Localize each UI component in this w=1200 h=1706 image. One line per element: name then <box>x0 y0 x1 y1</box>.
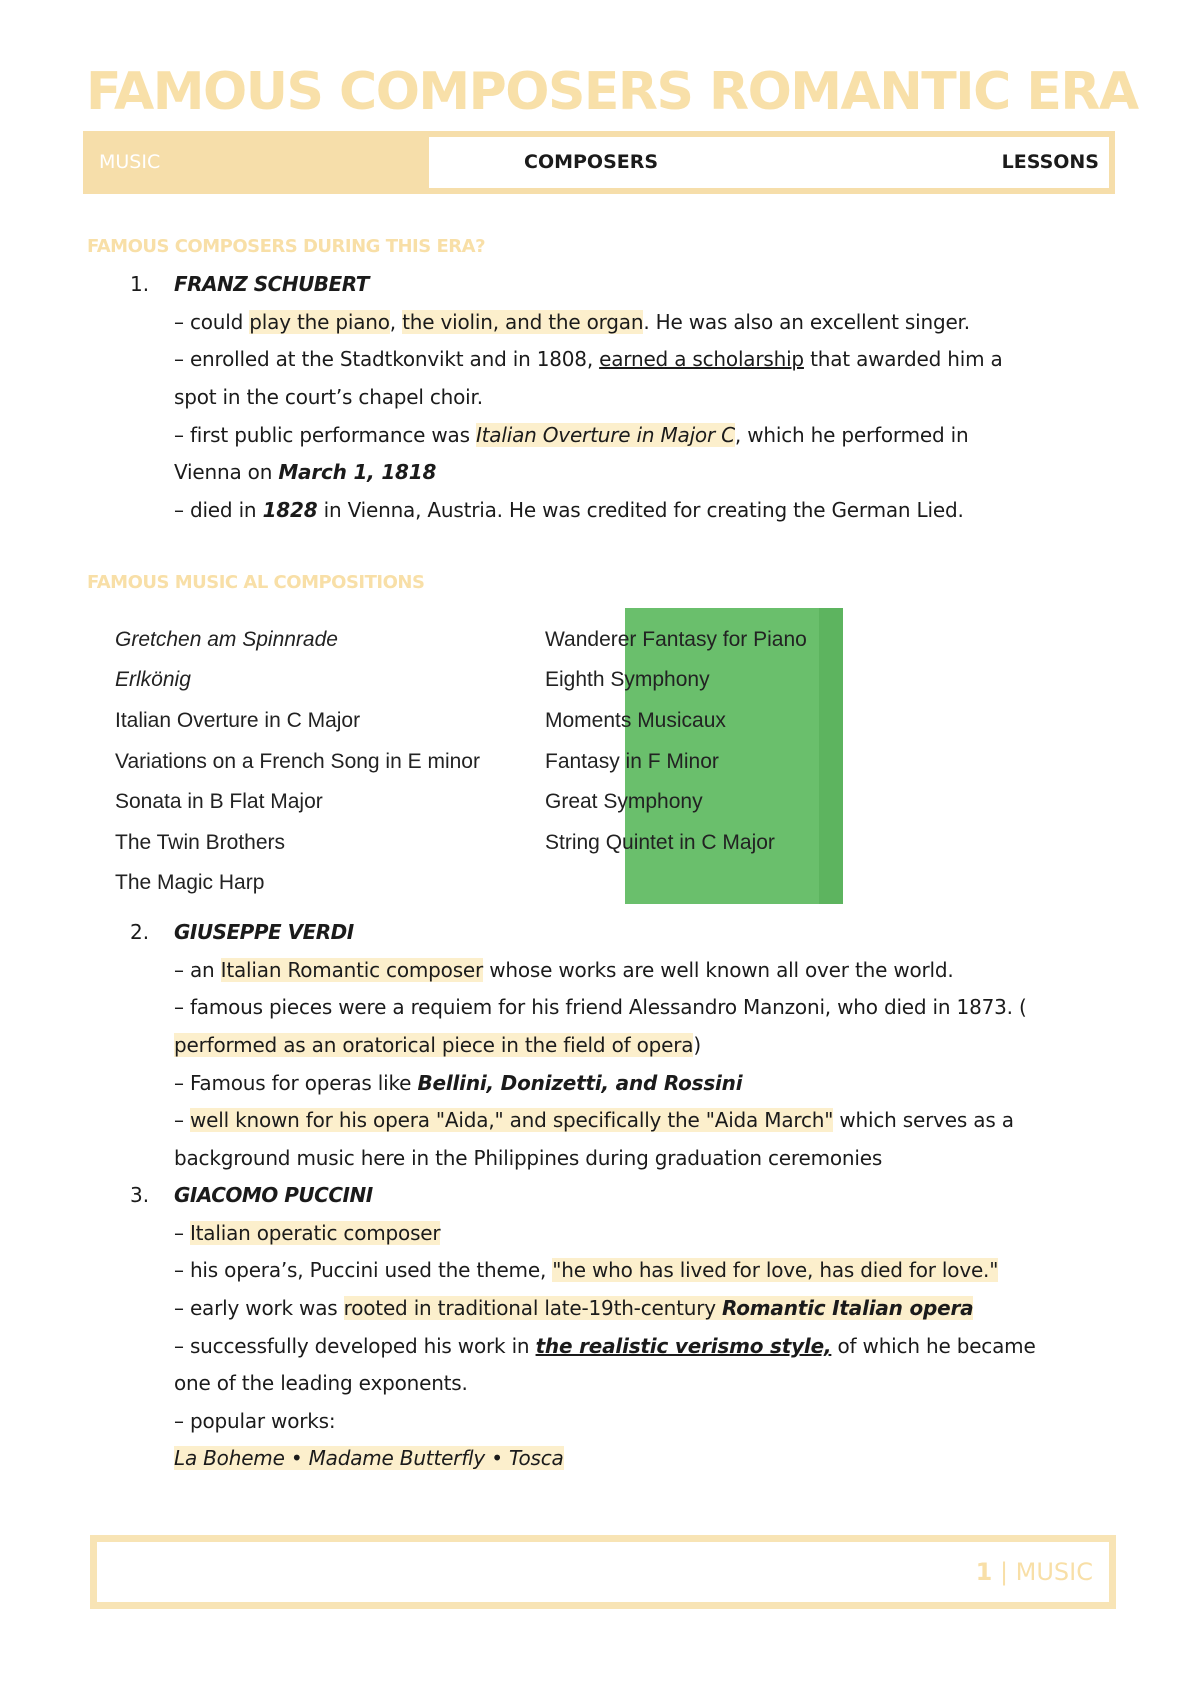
bullet-line: – first public performance was Italian Overture in Major C, which he performed in <box>174 423 969 447</box>
page-number: 1 | MUSIC <box>975 1558 1093 1586</box>
bullet-line: – his opera’s, Puccini used the theme, "he who has lived for love, has died for love." <box>174 1258 999 1282</box>
text-line: Vienna on March 1, 1818 <box>174 460 437 484</box>
nav-composers[interactable]: COMPOSERS <box>524 151 659 173</box>
composition-item: Moments Musicaux <box>545 709 726 732</box>
text-line: spot in the court’s chapel choir. <box>174 385 483 409</box>
text-line: one of the leading exponents. <box>174 1371 468 1395</box>
composition-item: Wanderer Fantasy for Piano <box>545 628 807 651</box>
bullet-line: – an Italian Romantic composer whose works are well known all over the world. <box>174 958 954 982</box>
bullet-line: – enrolled at the Stadtkonvikt and in 1808, earned a scholarship that awarded him a <box>174 347 1003 371</box>
composition-item: Italian Overture in C Major <box>115 709 361 732</box>
composition-item: String Quintet in C Major <box>545 831 775 854</box>
composition-item: Fantasy in F Minor <box>545 750 719 773</box>
bullet-line: – could play the piano, the violin, and the organ. He was also an excellent singer. <box>174 310 970 334</box>
section-heading-compositions: FAMOUS MUSIC AL COMPOSITIONS <box>87 572 425 593</box>
bullet-line: – died in 1828 in Vienna, Austria. He was credited for creating the German Lied. <box>174 498 964 522</box>
text-line: performed as an oratorical piece in the field of opera) <box>174 1033 701 1057</box>
bullet-line: – Famous for operas like Bellini, Donizetti, and Rossini <box>174 1071 743 1095</box>
header-inner-panel <box>429 137 1109 188</box>
bullet-line: – well known for his opera "Aida," and specifically the "Aida March" which serves as a <box>174 1108 1014 1132</box>
list-number: 2. <box>130 920 150 944</box>
nav-music[interactable]: MUSIC <box>99 151 161 173</box>
composition-item: The Magic Harp <box>115 871 265 894</box>
text-line: background music here in the Philippines during graduation ceremonies <box>174 1146 883 1170</box>
composition-item: Sonata in B Flat Major <box>115 790 323 813</box>
composition-item: Great Symphony <box>545 790 703 813</box>
section-heading-composers: FAMOUS COMPOSERS DURING THIS ERA? <box>87 236 486 257</box>
list-number: 1. <box>130 272 150 296</box>
bullet-line: – early work was rooted in traditional late-19th-century Romantic Italian opera <box>174 1296 974 1320</box>
nav-lessons[interactable]: LESSONS <box>1001 151 1099 173</box>
composition-item: Variations on a French Song in E minor <box>115 750 480 773</box>
footer <box>90 1535 1116 1609</box>
composition-item: Eighth Symphony <box>545 668 710 691</box>
composition-item: Gretchen am Spinnrade <box>115 628 338 651</box>
list-number: 3. <box>130 1183 150 1207</box>
composer-name: FRANZ SCHUBERT <box>174 272 369 296</box>
header-bar <box>83 131 1115 194</box>
page-title: FAMOUS COMPOSERS ROMANTIC ERA <box>86 62 1138 122</box>
composer-name: GIACOMO PUCCINI <box>174 1183 373 1207</box>
bullet-line: – Italian operatic composer <box>174 1221 441 1245</box>
bullet-line: – successfully developed his work in the realistic verismo style, of which he became <box>174 1334 1036 1358</box>
composition-item: Erlkönig <box>115 668 191 691</box>
bullet-line: – famous pieces were a requiem for his friend Alessandro Manzoni, who died in 1873. ( <box>174 995 1027 1019</box>
text-line: La Boheme • Madame Butterfly • Tosca <box>174 1446 564 1470</box>
composer-name: GIUSEPPE VERDI <box>174 920 354 944</box>
composition-item: The Twin Brothers <box>115 831 286 854</box>
bullet-line: – popular works: <box>174 1409 336 1433</box>
